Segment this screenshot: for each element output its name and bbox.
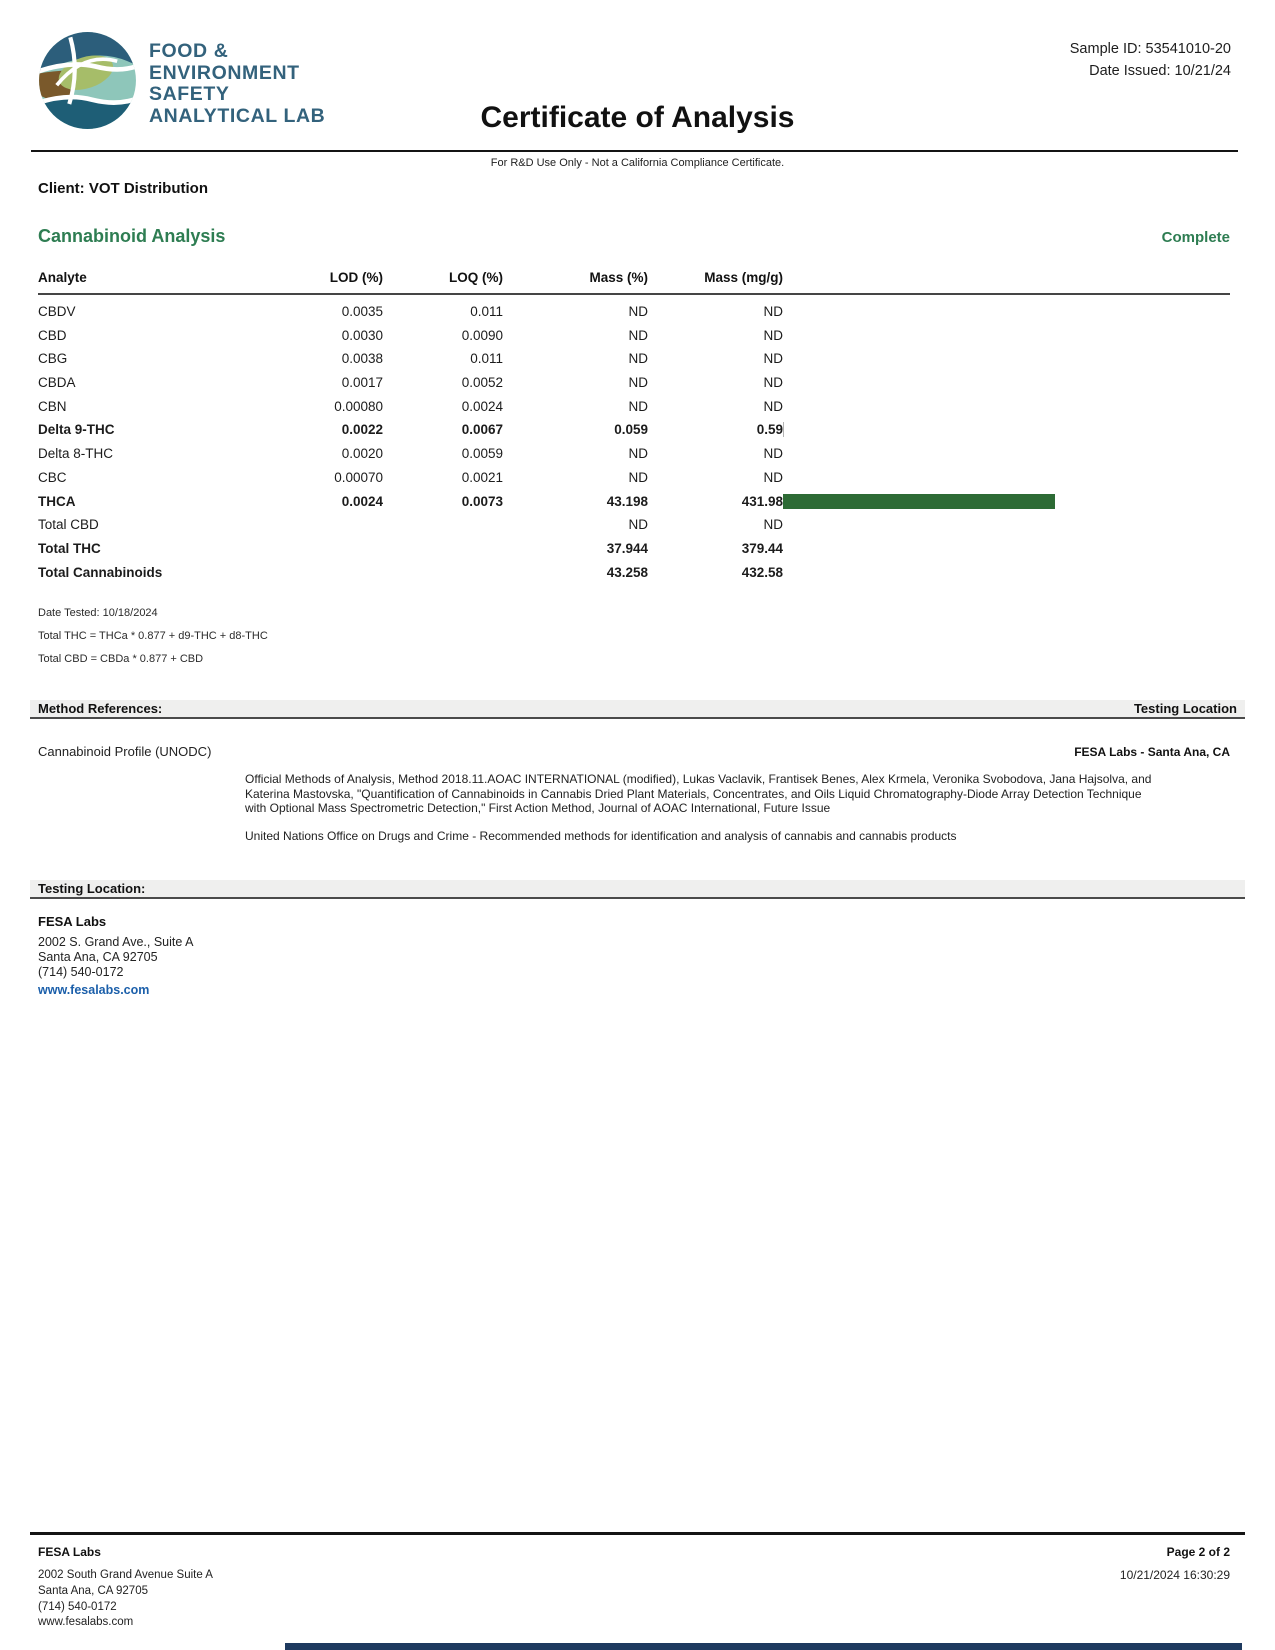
column-header-mass-pct: Mass (%) xyxy=(503,270,648,294)
mass-mgg-cell: 432.58 xyxy=(741,564,783,580)
analyte-cell: Total THC xyxy=(38,540,101,556)
loq-cell xyxy=(383,536,503,560)
mass-pct-cell: 0.059 xyxy=(614,422,648,438)
column-header-lod: LOD (%) xyxy=(288,270,383,294)
analyte-cell: CBDV xyxy=(38,304,76,319)
footer-divider xyxy=(30,1532,1245,1535)
mass-pct-cell: ND xyxy=(628,446,648,462)
bar-cell xyxy=(783,513,1230,537)
lod-cell xyxy=(288,560,383,584)
loq-cell: 0.0024 xyxy=(461,398,503,414)
analysis-table-wrap xyxy=(38,270,1230,584)
footer-meta-block xyxy=(1120,1545,1230,1631)
compliance-note: For R&D Use Only - Not a California Compliance Certificate. xyxy=(490,157,785,169)
lab-website-link[interactable]: www.fesalabs.com xyxy=(38,982,150,997)
column-header-analyte: Analyte xyxy=(38,270,288,294)
table-row xyxy=(38,513,1230,537)
table-row xyxy=(38,442,1230,466)
client-name: Client: VOT Distribution xyxy=(38,180,208,197)
mass-pct-cell: 37.944 xyxy=(606,540,648,556)
bar-cell xyxy=(783,294,1230,323)
document-meta xyxy=(1070,38,1231,82)
logo-line-1: FOOD & xyxy=(149,40,229,62)
table-row xyxy=(38,394,1230,418)
bar-cell xyxy=(783,347,1230,371)
loq-cell: 0.011 xyxy=(470,351,503,367)
analyte-cell: THCA xyxy=(38,493,76,509)
table-row xyxy=(38,560,1230,584)
mass-mgg-cell: ND xyxy=(763,375,783,391)
mass-mgg-cell: 379.44 xyxy=(741,540,783,556)
lod-cell xyxy=(288,513,383,537)
table-row xyxy=(38,371,1230,395)
table-row xyxy=(38,323,1230,347)
page-footer xyxy=(38,1545,1230,1631)
mass-pct-cell: ND xyxy=(628,517,648,533)
bar-cell xyxy=(783,371,1230,395)
mass-mgg-cell: ND xyxy=(763,351,783,367)
mass-bar xyxy=(783,422,784,437)
mass-mgg-cell: 0.59 xyxy=(756,422,783,438)
lod-cell: 0.00080 xyxy=(334,398,383,414)
lab-phone: (714) 540-0172 xyxy=(38,965,124,980)
logo-line-3: SAFETY xyxy=(149,83,230,105)
table-row xyxy=(38,347,1230,371)
status-badge: Complete xyxy=(1161,229,1230,246)
footer-website: www.fesalabs.com xyxy=(38,1616,134,1629)
mass-pct-cell: ND xyxy=(628,351,648,367)
method-testing-location: FESA Labs - Santa Ana, CA xyxy=(1074,745,1230,759)
bar-cell xyxy=(783,442,1230,466)
lod-cell: 0.00070 xyxy=(334,469,383,485)
bar-cell xyxy=(783,536,1230,560)
analysis-notes xyxy=(38,607,268,676)
analyte-cell: Delta 9-THC xyxy=(38,422,115,438)
bar-cell xyxy=(783,560,1230,584)
loq-cell: 0.0021 xyxy=(461,469,503,485)
mass-pct-cell: ND xyxy=(628,469,648,485)
mass-mgg-cell: ND xyxy=(763,517,783,533)
method-profile-name: Cannabinoid Profile (UNODC) xyxy=(38,744,212,759)
analyte-cell: Delta 8-THC xyxy=(38,446,114,462)
sample-id: Sample ID: 53541010-20 xyxy=(1069,41,1231,57)
analyte-cell: Total Cannabinoids xyxy=(38,564,163,580)
bar-cell xyxy=(783,465,1230,489)
cannabinoid-analysis-table xyxy=(38,270,1230,584)
lab-name: FESA Labs xyxy=(38,914,107,929)
table-row xyxy=(38,489,1230,513)
table-row xyxy=(38,536,1230,560)
mass-pct-cell: 43.258 xyxy=(606,564,648,580)
mass-pct-cell: ND xyxy=(628,327,648,343)
mass-pct-cell: ND xyxy=(628,398,648,414)
page-number: Page 2 of 2 xyxy=(1166,1545,1230,1559)
lod-cell: 0.0020 xyxy=(341,446,383,462)
column-header-loq: LOQ (%) xyxy=(383,270,503,294)
lod-cell: 0.0038 xyxy=(341,351,383,367)
loq-cell xyxy=(383,560,503,584)
analyte-cell: CBDA xyxy=(38,375,76,391)
lab-address-line2: Santa Ana, CA 92705 xyxy=(38,950,158,965)
date-issued: Date Issued: 10/21/24 xyxy=(1089,63,1231,79)
cannabinoid-section-head xyxy=(38,226,1230,247)
testing-location-content xyxy=(38,914,193,999)
loq-cell: 0.011 xyxy=(470,304,503,319)
testing-location-column-label: Testing Location xyxy=(1133,701,1237,716)
page-title: Certificate of Analysis xyxy=(480,101,795,134)
lod-cell: 0.0024 xyxy=(341,493,383,509)
analyte-cell: CBC xyxy=(38,469,67,485)
bar-cell xyxy=(783,394,1230,418)
lod-cell: 0.0035 xyxy=(341,304,383,319)
lod-cell xyxy=(288,536,383,560)
testing-location-label: Testing Location: xyxy=(38,881,146,896)
loq-cell: 0.0067 xyxy=(461,422,503,438)
loq-cell: 0.0073 xyxy=(461,493,503,509)
total-cbd-formula: Total CBD = CBDa * 0.877 + CBD xyxy=(38,653,204,665)
bar-cell xyxy=(783,418,1230,442)
mass-mgg-cell: ND xyxy=(763,327,783,343)
logo-line-2: ENVIRONMENT xyxy=(149,61,300,84)
footer-phone: (714) 540-0172 xyxy=(38,1600,117,1613)
column-header-bar xyxy=(783,270,1230,294)
lab-address-line1: 2002 S. Grand Ave., Suite A xyxy=(38,935,194,949)
testing-location-header xyxy=(30,880,1245,899)
analyte-cell: Total CBD xyxy=(38,517,99,533)
table-row xyxy=(38,294,1230,323)
method-reference-aoac: Official Methods of Analysis, Method 2018.11.AOAC INTERNATIONAL (modified), Lukas Vaclavik, Frantisek Benes, Alex Krmela, Veronika Svobodova, Jana Hajsolva, and Katerina Mastovska, "Quantification of Cannabinoids in Cannabis Dried Plant Materials, Concentrates, and Oils Liquid Chromatography-Diode Array Detection Technique with Optional Mass Spectrometric Detection," First Action Method, Journal of AOAC International, Future Issue xyxy=(245,772,1152,816)
footer-lab-block xyxy=(38,1545,213,1631)
footer-address-line1: 2002 South Grand Avenue Suite A xyxy=(38,1569,213,1581)
lod-cell: 0.0017 xyxy=(341,375,383,391)
method-references-content xyxy=(38,744,1230,843)
logo-line-4: ANALYTICAL LAB xyxy=(149,104,326,127)
section-title: Cannabinoid Analysis xyxy=(38,226,226,246)
loq-cell: 0.0090 xyxy=(461,327,503,343)
mass-mgg-cell: ND xyxy=(763,398,783,414)
mass-mgg-cell: ND xyxy=(763,304,783,319)
total-thc-formula: Total THC = THCa * 0.877 + d9-THC + d8-THC xyxy=(38,630,268,642)
method-references-label: Method References: xyxy=(38,701,163,716)
lod-cell: 0.0022 xyxy=(341,422,383,438)
mass-bar xyxy=(783,494,1055,509)
mass-mgg-cell: ND xyxy=(763,446,783,462)
header-divider xyxy=(31,150,1238,152)
lod-cell: 0.0030 xyxy=(341,327,383,343)
method-reference-unodc: United Nations Office on Drugs and Crime - Recommended methods for identification and analysis of cannabis and cannabis products xyxy=(245,828,957,843)
page-edge-bar xyxy=(285,1643,1242,1650)
mass-mgg-cell: 431.98 xyxy=(741,493,783,509)
analyte-cell: CBD xyxy=(38,327,67,343)
bar-cell xyxy=(783,323,1230,347)
analyte-cell: CBG xyxy=(38,351,68,367)
footer-lab-name: FESA Labs xyxy=(38,1545,101,1559)
date-tested-note: Date Tested: 10/18/2024 xyxy=(38,607,158,619)
bar-cell xyxy=(783,489,1230,513)
loq-cell: 0.0052 xyxy=(461,375,503,391)
loq-cell: 0.0059 xyxy=(461,446,503,462)
method-references-header xyxy=(30,700,1245,719)
mass-pct-cell: 43.198 xyxy=(606,493,648,509)
mass-pct-cell: ND xyxy=(628,375,648,391)
loq-cell xyxy=(383,513,503,537)
table-row xyxy=(38,418,1230,442)
column-header-mass-mgg: Mass (mg/g) xyxy=(648,270,783,294)
mass-mgg-cell: ND xyxy=(763,469,783,485)
table-header-row xyxy=(38,270,1230,294)
table-row xyxy=(38,465,1230,489)
mass-pct-cell: ND xyxy=(628,304,648,319)
print-timestamp: 10/21/2024 16:30:29 xyxy=(1119,1568,1230,1582)
analyte-cell: CBN xyxy=(38,398,67,414)
footer-address-line2: Santa Ana, CA 92705 xyxy=(38,1584,148,1597)
